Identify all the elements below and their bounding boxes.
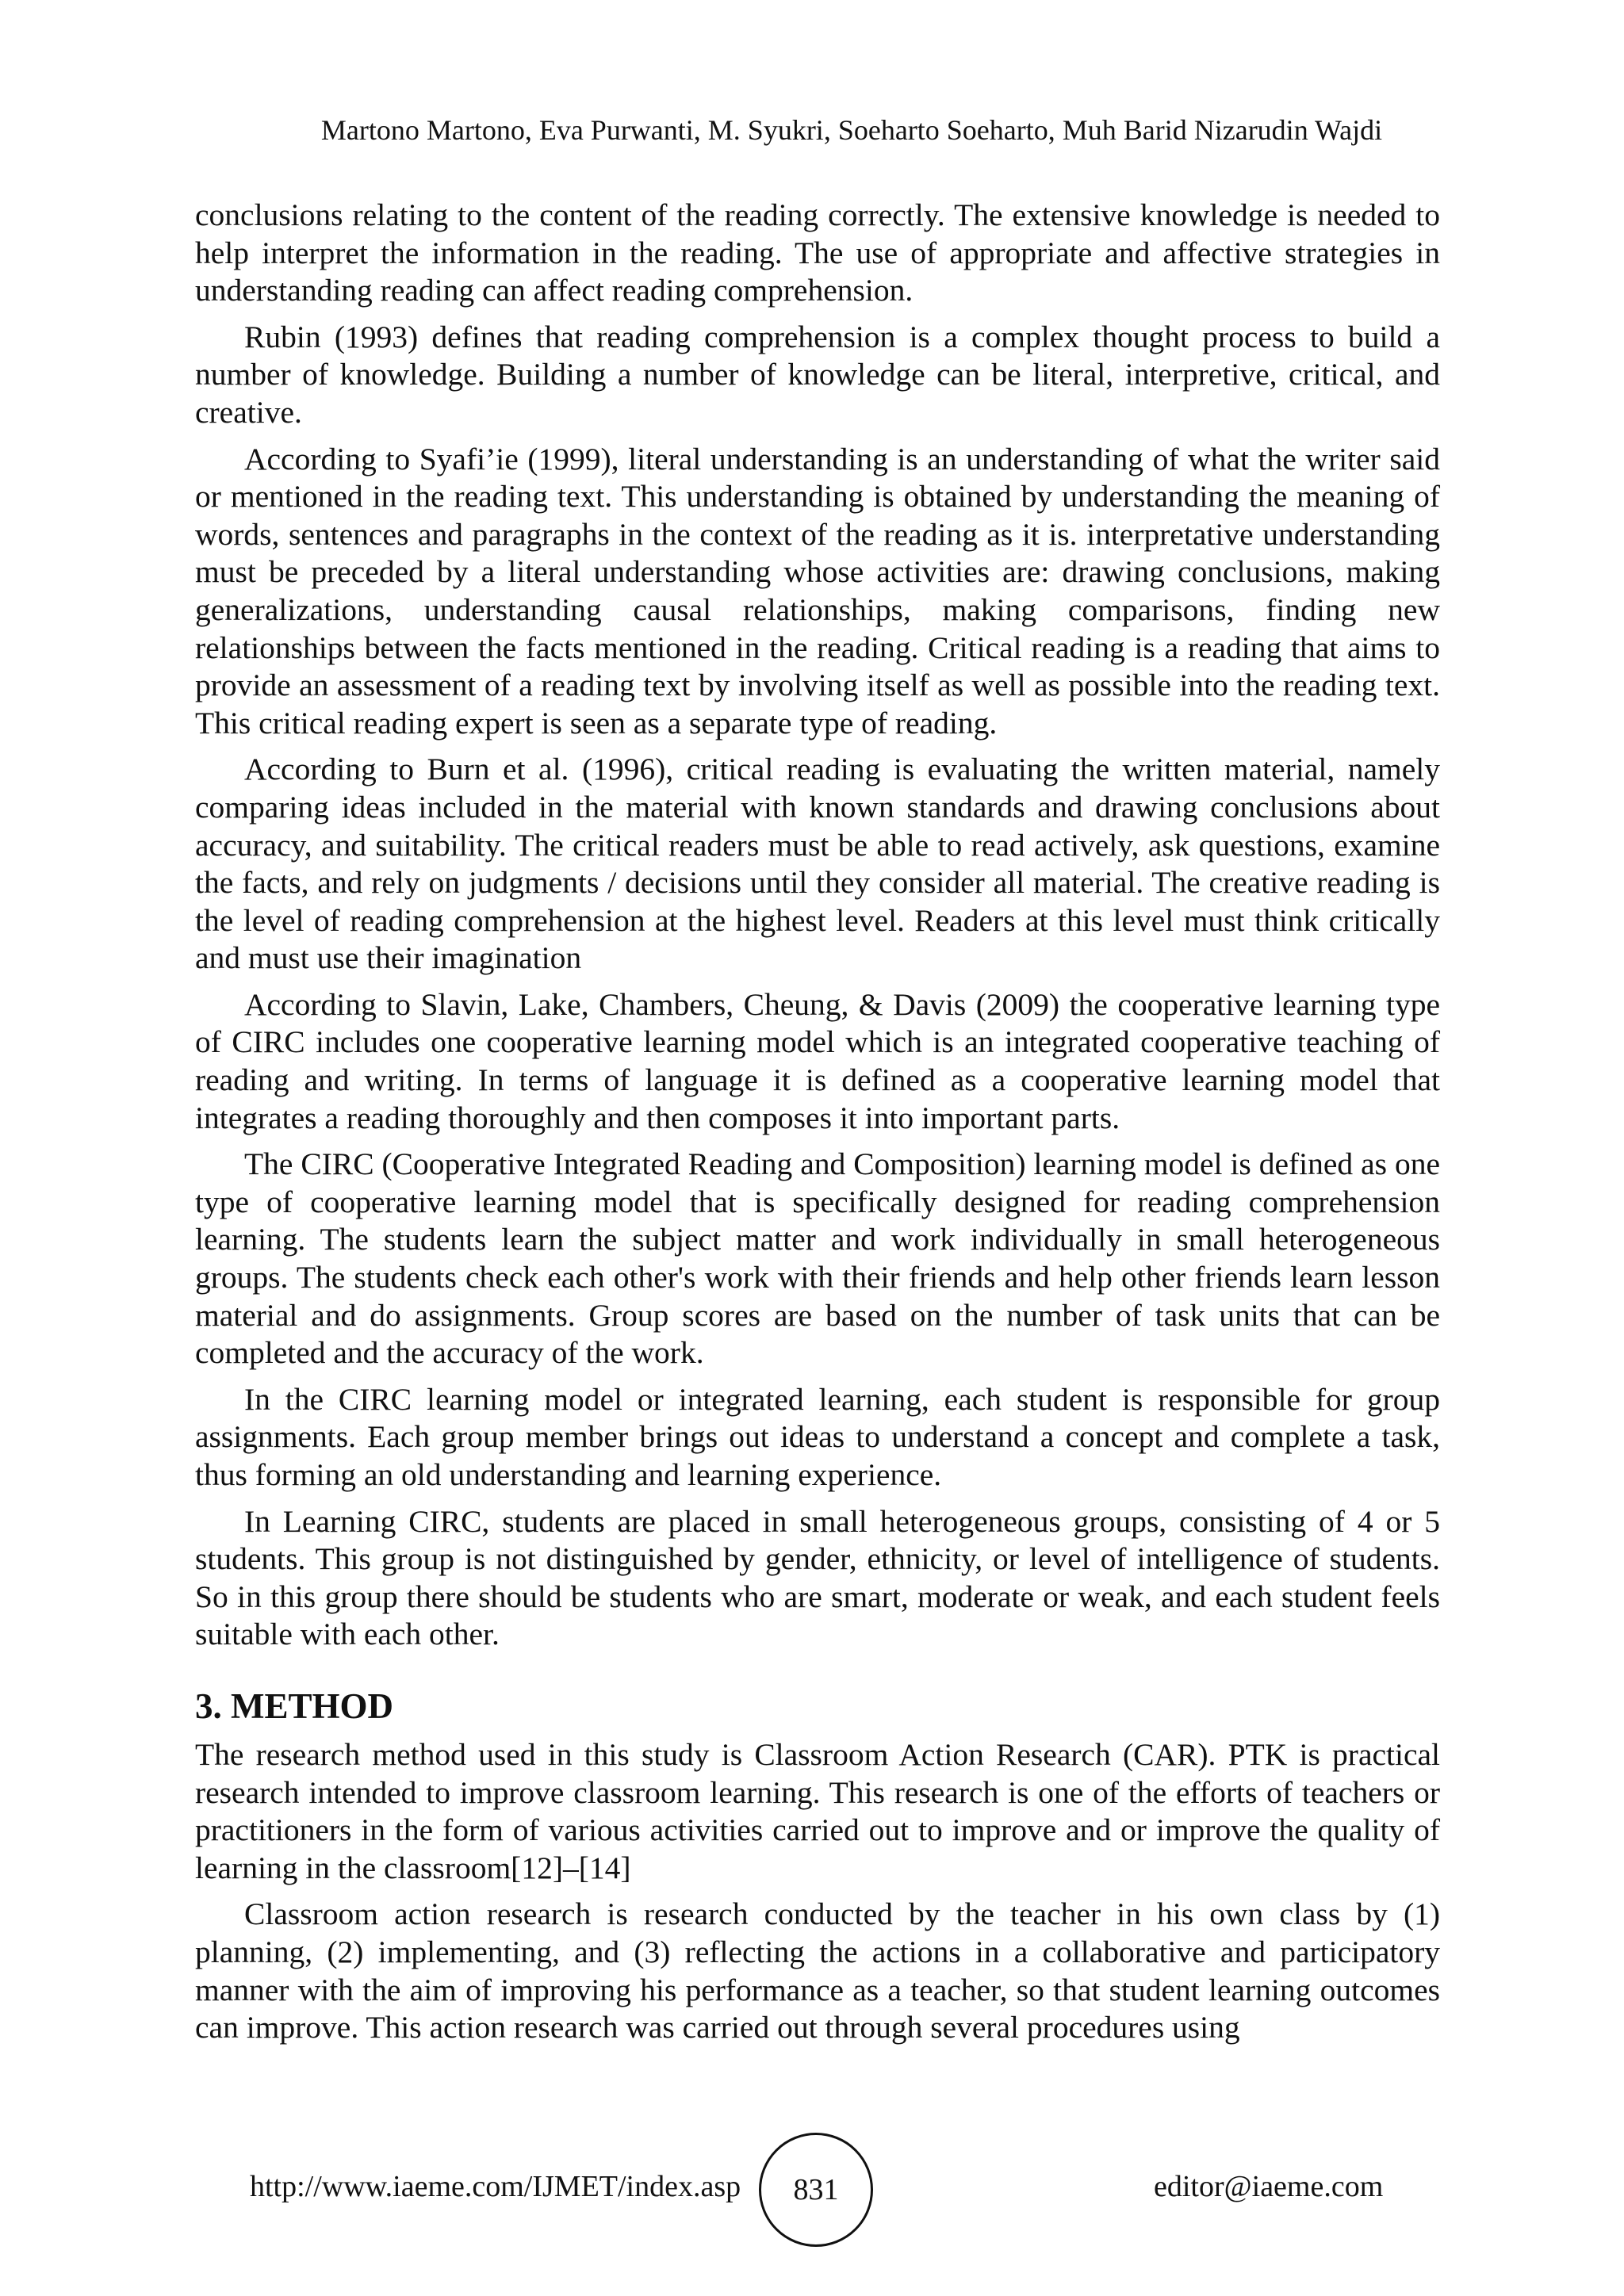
- paragraph-circ-groups: In Learning CIRC, students are placed in small heterogeneous groups, consisting of 4 or 5 students. This group is not distinguished by gender, ethnicity, or level of intelligence of students. So in this group there should be students who are smart, moderate or weak, and each student feels suitable with each other.: [195, 1503, 1440, 1652]
- article-body: [195, 197, 1440, 2056]
- paragraph-slavin: According to Slavin, Lake, Chambers, Cheung, & Davis (2009) the cooperative learning type of CIRC includes one cooperative learning model which is an integrated cooperative teaching of reading and writing. In terms of language it is defined as a cooperative learning model that integrates a reading thoroughly and then composes it into important parts.: [195, 986, 1440, 1135]
- paragraph-circ-model: In the CIRC learning model or integrated learning, each student is responsible for group assignments. Each group member brings out ideas to understand a concept and complete a task, thus forming an old understanding and learning experience.: [195, 1381, 1440, 1492]
- running-header-authors: Martono Martono, Eva Purwanti, M. Syukri, Soeharto Soeharto, Muh Barid Nizarudin Wajdi: [320, 114, 1383, 146]
- footer-email-link[interactable]: editor@iaeme.com: [1154, 2170, 1384, 2203]
- footer-url-link[interactable]: http://www.iaeme.com/IJMET/index.asp: [250, 2170, 741, 2203]
- paragraph-burn: According to Burn et al. (1996), critical reading is evaluating the written material, namely comparing ideas included in the material with known standards and drawing conclusions about accuracy, and suitability. The critical readers must be able to read actively, ask questions, examine the facts, and rely on judgments / decisions until they consider all material. The creative reading is the level of reading comprehension at the highest level. Readers at this level must think critically and must use their imagination: [195, 752, 1440, 976]
- paragraph-continuation: conclusions relating to the content of the reading correctly. The extensive knowledge is needed to help interpret the information in the reading. The use of appropriate and affective strategies in understanding reading can affect reading comprehension.: [195, 197, 1440, 308]
- page-footer: [0, 2125, 1624, 2244]
- page-number-badge: [759, 2133, 873, 2247]
- page-number: 831: [793, 2173, 839, 2206]
- paragraph-method-procedure: Classroom action research is research conducted by the teacher in his own class by (1) planning, (2) implementing, and (3) reflecting the actions in a collaborative and participatory manner with the aim of improving his performance as a teacher, so that student learning outcomes can improve. This action research was carried out through several procedures using: [195, 1896, 1440, 2045]
- paragraph-method-car: The research method used in this study is Classroom Action Research (CAR). PTK is practical research intended to improve classroom learning. This research is one of the efforts of teachers or practitioners in the form of various activities carried out to improve and or improve the quality of learning in the classroom[12]–[14]: [195, 1736, 1440, 1885]
- paragraph-syafiie: According to Syafi’ie (1999), literal understanding is an understanding of what the writer said or mentioned in the reading text. This understanding is obtained by understanding the meaning of words, sentences and paragraphs in the context of the reading as it is. interpretative understanding must be preceded by a literal understanding whose activities are: drawing conclusions, making generalizations, understanding causal relationships, making comparisons, finding new relationships between the facts mentioned in the reading. Critical reading is a reading that aims to provide an assessment of a reading text by involving itself as well as possible into the reading text. This critical reading expert is seen as a separate type of reading.: [195, 441, 1440, 740]
- paragraph-circ-definition: The CIRC (Cooperative Integrated Reading and Composition) learning model is defined as one type of cooperative learning model that is specifically designed for reading comprehension learning. The students learn the subject matter and work individually in small heterogeneous groups. The students check each other's work with their friends and help other friends learn lesson material and do assignments. Group scores are based on the number of task units that can be completed and the accuracy of the work.: [195, 1146, 1440, 1371]
- paragraph-rubin: Rubin (1993) defines that reading comprehension is a complex thought process to build a number of knowledge. Building a number of knowledge can be literal, interpretive, critical, and creative.: [195, 319, 1440, 430]
- section-heading-method: 3. METHOD: [195, 1686, 394, 1726]
